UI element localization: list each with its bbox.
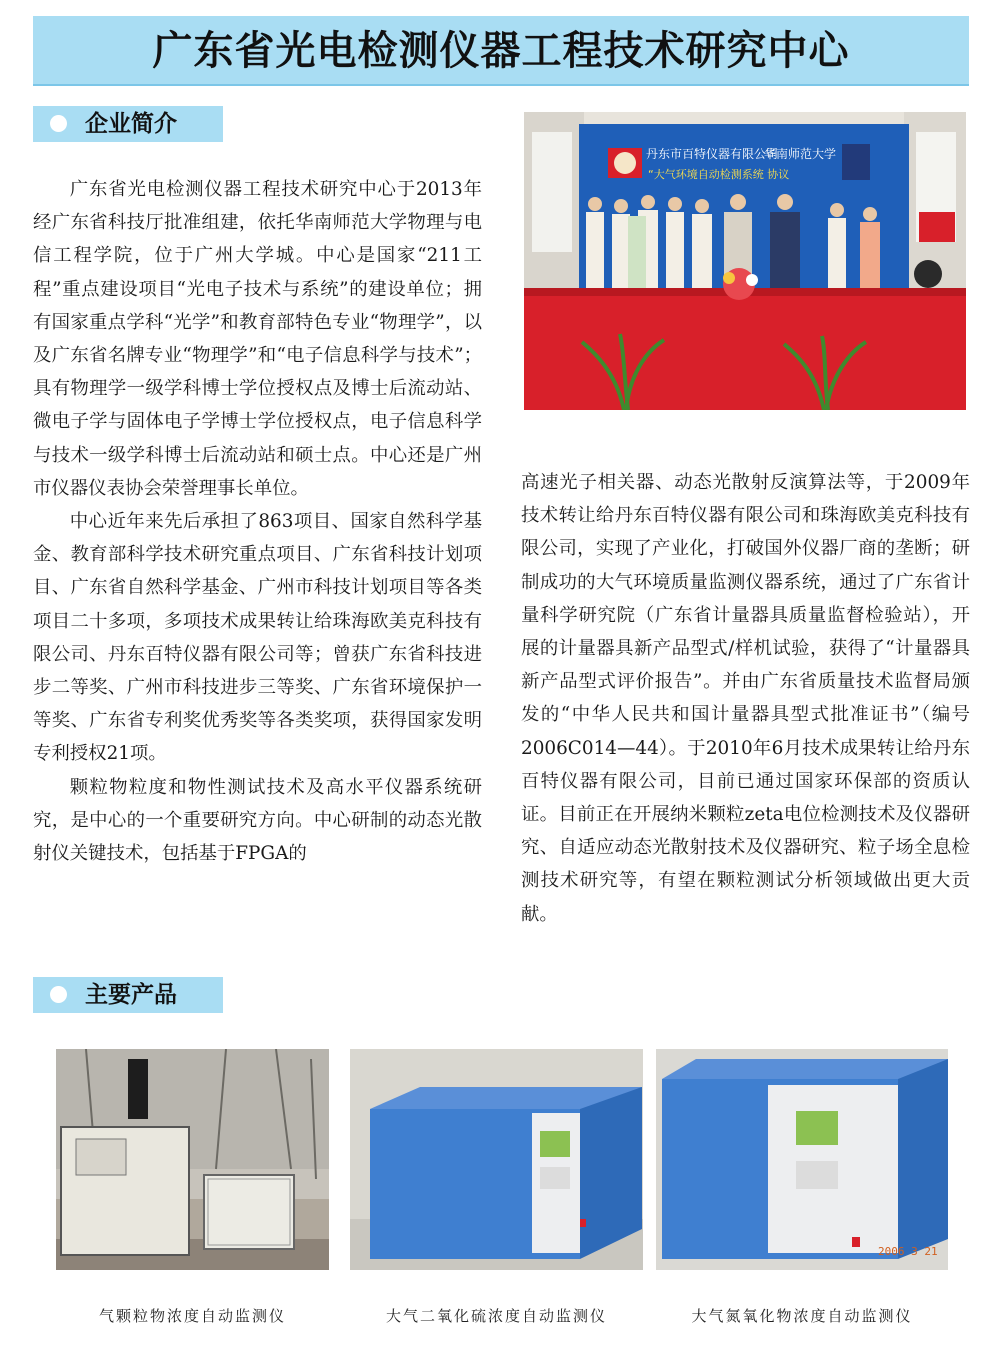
nox-monitor-image — [656, 1049, 948, 1270]
banner-line1-left: 丹东市百特仪器有限公司 — [646, 147, 779, 161]
right-column — [521, 466, 970, 931]
section-tab-products — [33, 977, 223, 1013]
banner-line2: “大气环境自动检测系统 协议 — [648, 168, 790, 181]
section-title-products: 主要产品 — [85, 982, 177, 1008]
paragraph-4: 高速光子相关器、动态光散射反演算法等，于2009年技术转让给丹东百特仪器有限公司和珠海欧美克科技有限公司，实现了产业化，打破国外仪器厂商的垄断；研制成功的大气环境质量监测仪器系统，通过了广东省计量科学研究院（广东省计量器具质量监督检验站），开展的计量器具新产品型式/样机试验，获得了“计量器具新产品型式评价报告”。并由广东省质量技术监督局颁发的“中华人民共和国计量器具型式批准证书”（编号2006C014—44）。于2010年6月技术成果转让给丹东百特仪器有限公司，目前已通过国家环保部的资质认证。目前正在开展纳米颗粒zeta电位检测技术及仪器研究、自适应动态光散射技术及仪器研究、粒子场全息检测技术研究等，有望在颗粒测试分析领域做出更大贡献。 — [521, 472, 970, 925]
paragraph-2: 中心近年来先后承担了863项目、国家自然科学基金、教育部科学技术研究重点项目、广东省科技计划项目、广东省自然科学基金、广州市科技计划项目等各类项目二十多项，多项技术成果转让给珠海欧美克科技有限公司、丹东百特仪器有限公司等；曾获广东省科技进步二等奖、广州市科技进步三等奖、广东省环境保护一等奖、广东省专利奖优秀奖等各类奖项，获得国家发明专利授权21项。 — [33, 511, 482, 765]
left-column — [33, 173, 482, 870]
banner-line1-right: 华南师范大学 — [764, 147, 837, 161]
so2-monitor-image — [350, 1049, 643, 1270]
paragraph-1: 广东省光电检测仪器工程技术研究中心于2013年经广东省科技厅批准组建，依托华南师范大学物理与电信工程学院，位于广州大学城。中心是国家“211工程”重点建设项目“光电子技术与系统”的建设单位；拥有国家重点学科“光学”和教育部特色专业“物理学”，以及广东省名牌专业“物理学”和“电子信息科学与技术”；具有物理学一级学科博士学位授权点及博士后流动站、微电子学与固体电子学博士学位授权点，电子信息科学与技术一级学科博士后流动站和硕士点。中心还是广州市仪器仪表协会荣誉理事长单位。 — [33, 179, 482, 499]
paragraph-3: 颗粒物粒度和物性测试技术及高水平仪器系统研究，是中心的一个重要研究方向。中心研制的动态光散射仪关键技术，包括基于FPGA的 — [33, 776, 482, 865]
particulate-monitor-image — [56, 1049, 329, 1270]
product-caption-3: 大气氮氧化物浓度自动监测仪 — [691, 1307, 913, 1325]
signing-ceremony-image — [524, 112, 966, 410]
product-caption-1: 气颗粒物浓度自动监测仪 — [98, 1307, 286, 1325]
product-photo-3 — [656, 1049, 948, 1270]
title-bar — [33, 16, 969, 86]
section-title-intro: 企业简介 — [85, 111, 177, 137]
page-title: 广东省光电检测仪器工程技术研究中心 — [152, 28, 850, 74]
product-photo-1 — [56, 1049, 329, 1270]
bullet-dot-icon — [50, 986, 67, 1003]
section-tab-intro — [33, 106, 223, 142]
product-caption-2: 大气二氧化硫浓度自动监测仪 — [385, 1307, 607, 1325]
signing-ceremony-photo — [524, 112, 966, 410]
bullet-dot-icon — [50, 115, 67, 132]
product-photo-2 — [350, 1049, 643, 1270]
photo-date-stamp: 2006 3 21 — [878, 1245, 938, 1258]
